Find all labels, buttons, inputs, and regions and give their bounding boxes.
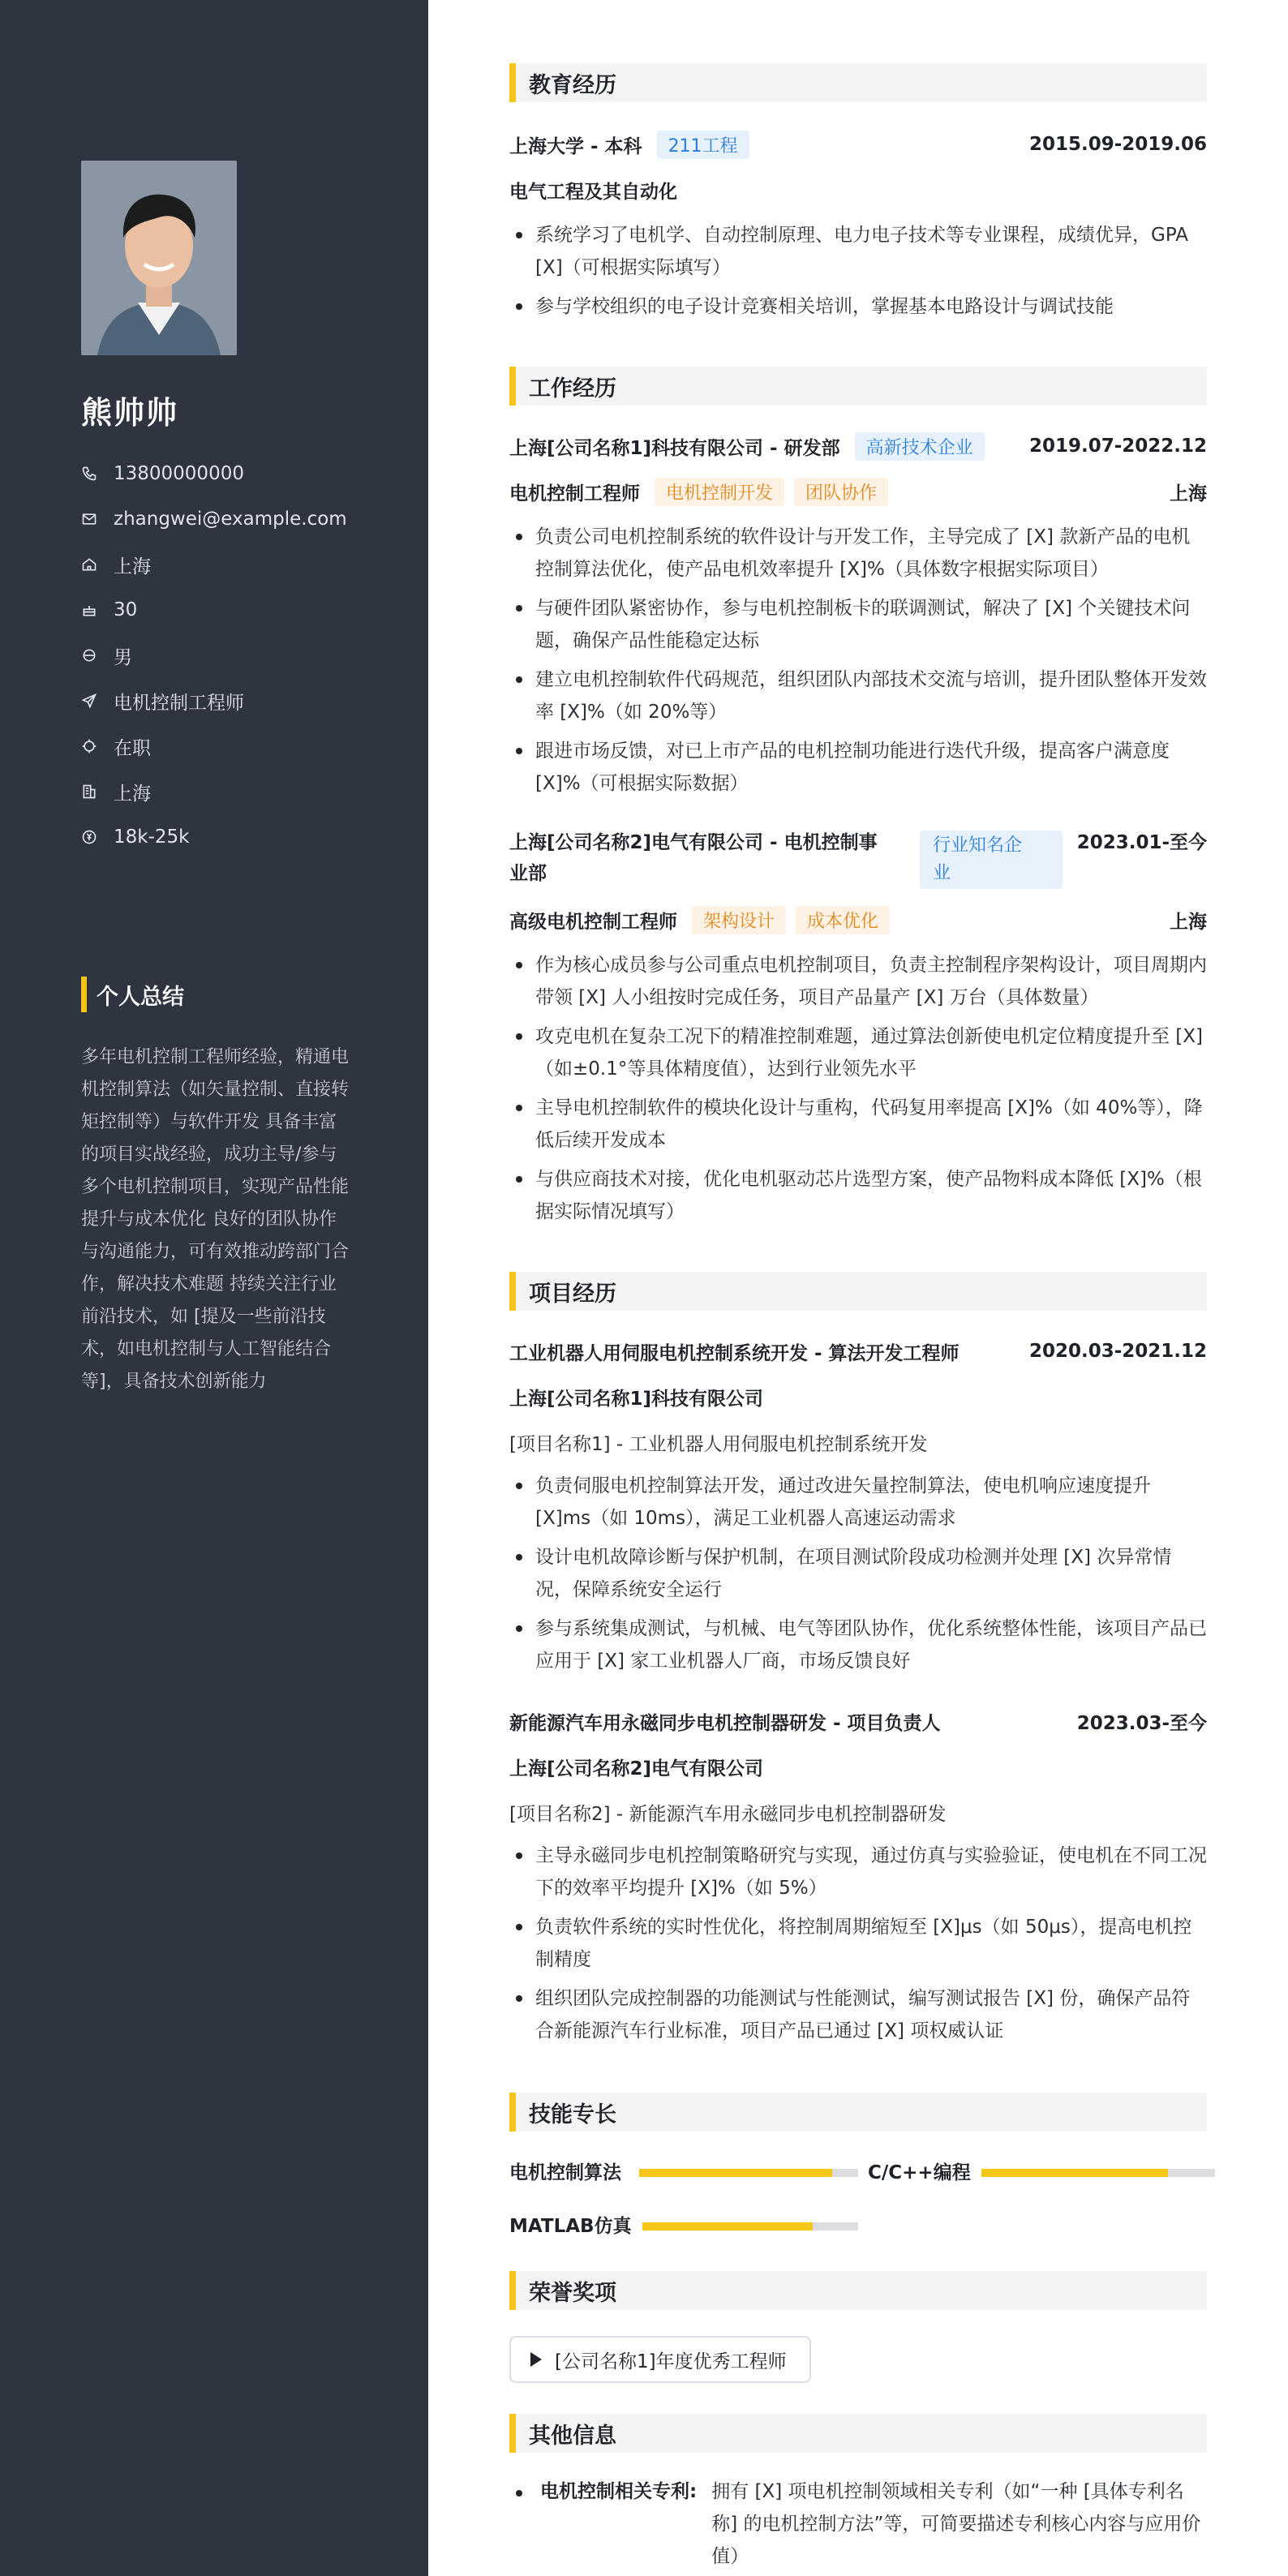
skill-bar [639, 2169, 858, 2177]
education-school: 上海大学 - 本科 [509, 135, 642, 157]
info-target-city [81, 769, 406, 814]
cake-icon [81, 602, 97, 618]
phone-text: 13800000000 [114, 463, 244, 484]
project2-header [509, 1707, 1207, 1736]
status-text: 在职 [114, 737, 151, 759]
phone-icon [81, 466, 97, 482]
info-email [81, 496, 406, 542]
job2-tag: 架构设计 [692, 906, 786, 934]
project2-bullets [509, 1840, 1207, 2054]
list-item: 设计电机故障诊断与保护机制，在项目测试阶段成功检测并处理 [X] 次异常情况，保障系统安全运行 [509, 1541, 1207, 1606]
award-item-label: [公司名称1]年度优秀工程师 [555, 2351, 787, 2372]
job1-position-row [509, 477, 1207, 506]
other-text: 拥有 [X] 项电机控制领域相关专利（如“一种 [具体专利名称] 的电机控制方法”等，可简要描述专利核心内容与应用价值） [711, 2481, 1201, 2567]
list-item: 负责公司电机控制系统的软件设计与开发工作，主导完成了 [X] 款新产品的电机控制算法优化，使产品电机效率提升 [X]%（具体数字根据实际项目） [509, 521, 1207, 586]
play-triangle-icon [530, 2352, 542, 2367]
award-item-button[interactable] [509, 2336, 811, 2383]
project2-date: 2023.03-至今 [1076, 1712, 1207, 1734]
job2-company: 上海[公司名称2]电气有限公司 - 电机控制事 业部 [509, 832, 878, 884]
contact-info [81, 451, 406, 860]
job-title-text: 电机控制工程师 [114, 692, 244, 714]
other-item [509, 2475, 1207, 2573]
list-item: 主导永磁同步电机控制策略研究与实现，通过仿真与实验验证，使电机在不同工况下的效率平均提升 [X]%（如 5%） [509, 1840, 1207, 1904]
info-age [81, 587, 406, 633]
list-item: 参与学校组织的电子设计竞赛相关培训，掌握基本电路设计与调试技能 [509, 290, 1207, 323]
other-label: 电机控制相关专利: [540, 2481, 698, 2502]
education-date: 2015.09-2019.06 [1028, 134, 1207, 155]
email-text: zhangwei@example.com [114, 509, 347, 530]
project2-subtitle: [项目名称2] - 新能源汽车用永磁同步电机控制器研发 [509, 1804, 947, 1825]
skill-fill [642, 2222, 813, 2230]
list-item: 攻克电机在复杂工况下的精准控制难题，通过算法创新使电机定位精度提升至 [X]（如±0.1°等具体精度值），达到行业领先水平 [509, 1020, 1207, 1085]
list-item: 与硬件团队紧密协作，参与电机控制板卡的联调测试，解决了 [X] 个关键技术问题，确保产品性能稳定达标 [509, 592, 1207, 657]
mail-icon [81, 511, 97, 527]
job1-tag: 电机控制开发 [655, 478, 784, 506]
work-section-title: 工作经历 [509, 367, 1207, 406]
skill-fill [981, 2169, 1168, 2177]
building-icon [81, 784, 97, 800]
job2-position: 高级电机控制工程师 [509, 911, 677, 933]
send-icon [81, 693, 97, 709]
list-item: 负责伺服电机控制算法开发，通过改进矢量控制算法，使电机响应速度提升 [X]ms（如 10ms），满足工业机器人高速运动需求 [509, 1470, 1207, 1535]
gender-icon [81, 647, 97, 663]
job2-position-row [509, 905, 1207, 934]
education-header [509, 130, 1207, 159]
info-salary [81, 814, 406, 860]
job2-bullets [509, 949, 1207, 1234]
skill-bar [981, 2169, 1215, 2177]
candidate-name: 熊帅帅 [81, 395, 179, 431]
skill-name: C/C++编程 [868, 2162, 971, 2183]
job1-position: 电机控制工程师 [509, 483, 640, 504]
job2-company-tag: 行业知名企 业 [920, 831, 1063, 889]
other-section-title: 其他信息 [509, 2414, 1207, 2453]
sidebar [0, 0, 428, 2576]
project1-date: 2020.03-2021.12 [1028, 1341, 1207, 1362]
avatar [81, 161, 237, 355]
list-item: 负责软件系统的实时性优化，将控制周期缩短至 [X]μs（如 50μs），提高电机控制精度 [509, 1911, 1207, 1976]
project1-company: 上海[公司名称1]科技有限公司 [509, 1388, 764, 1410]
bullet-dot [516, 2490, 522, 2497]
list-item: 主导电机控制软件的模块化设计与重构，代码复用率提高 [X]%（如 40%等），降低后续开发成本 [509, 1092, 1207, 1157]
job1-company: 上海[公司名称1]科技有限公司 - 研发部 [509, 437, 840, 459]
skill-bar [642, 2222, 858, 2230]
awards-section-title: 荣誉奖项 [509, 2271, 1207, 2310]
summary-title: 个人总结 [81, 977, 184, 1012]
job1-bullets [509, 521, 1207, 806]
list-item: 作为核心成员参与公司重点电机控制项目，负责主控制程序架构设计，项目周期内带领 [X] 人小组按时完成任务，项目产品量产 [X] 万台（具体数量） [509, 949, 1207, 1014]
info-address [81, 542, 406, 587]
education-tag: 211工程 [657, 131, 749, 159]
job1-city: 上海 [1170, 483, 1207, 504]
education-section-title: 教育经历 [509, 63, 1207, 102]
sync-icon [81, 738, 97, 754]
summary-text: 多年电机控制工程师经验，精通电机控制算法（如矢量控制、直接转矩控制等）与软件开发 具备丰富的项目实战经验，成功主导/参与多个电机控制项目，实现产品性能提升与成本优化 良好的团队协作与沟通能力，可有效推动跨部门合作，解决技术难题 持续关注行业前沿技术，如 [提及一些前沿技术，如电机控制与人工智能结合等]，具备技术创新能力 [81, 1047, 350, 1392]
list-item: 与供应商技术对接，优化电机驱动芯片选型方案，使产品物料成本降低 [X]%（根据实际情况填写） [509, 1163, 1207, 1228]
project1-company-row [509, 1382, 1207, 1411]
job1-header [509, 431, 1207, 461]
skills-section-title: 技能专长 [509, 2093, 1207, 2132]
skill-fill [639, 2169, 832, 2177]
skill-name: 电机控制算法 [509, 2162, 621, 2183]
project2-company-row [509, 1752, 1207, 1781]
project1-bullets [509, 1470, 1207, 1684]
age-text: 30 [114, 599, 138, 620]
job1-company-tag: 高新技术企业 [855, 432, 985, 461]
project2-name: 新能源汽车用永磁同步电机控制器研发 - 项目负责人 [509, 1712, 941, 1734]
salary-text: 18k-25k [114, 826, 190, 848]
project1-header [509, 1337, 1207, 1366]
job2-date: 2023.01-至今 [1076, 832, 1207, 853]
info-gender [81, 633, 406, 678]
info-phone [81, 451, 406, 496]
job1-tag: 团队协作 [794, 478, 888, 506]
gender-text: 男 [114, 646, 132, 668]
education-bullets [509, 219, 1207, 329]
list-item: 建立电机控制软件代码规范，组织团队内部技术交流与培训，提升团队整体开发效率 [X]%（如 20%等） [509, 663, 1207, 728]
education-major: 电气工程及其自动化 [509, 181, 677, 203]
project1-subtitle: [项目名称1] - 工业机器人用伺服电机控制系统开发 [509, 1434, 928, 1455]
project2-company: 上海[公司名称2]电气有限公司 [509, 1758, 764, 1780]
list-item: 跟进市场反馈，对已上市产品的电机控制功能进行迭代升级，提高客户满意度 [X]%（可根据实际数据） [509, 735, 1207, 800]
job2-tag: 成本优化 [796, 906, 890, 934]
job1-date: 2019.07-2022.12 [1028, 436, 1207, 457]
job2-city: 上海 [1170, 911, 1207, 933]
yuan-icon [81, 829, 97, 845]
projects-section-title: 项目经历 [509, 1272, 1207, 1311]
project1-name: 工业机器人用伺服电机控制系统开发 - 算法开发工程师 [509, 1342, 960, 1364]
target-city-text: 上海 [114, 783, 151, 805]
job2-header [509, 827, 1207, 889]
list-item: 参与系统集成测试，与机械、电气等团队协作，优化系统整体性能，该项目产品已应用于 [X] 家工业机器人厂商，市场反馈良好 [509, 1612, 1207, 1677]
list-item: 组织团队完成控制器的功能测试与性能测试，编写测试报告 [X] 份，确保产品符合新能源汽车行业标准，项目产品已通过 [X] 项权威认证 [509, 1982, 1207, 2047]
address-text: 上海 [114, 556, 151, 577]
list-item: 系统学习了电机学、自动控制原理、电力电子技术等专业课程，成绩优异，GPA [X]（可根据实际填写） [509, 219, 1207, 284]
info-status [81, 723, 406, 769]
education-major-row [509, 175, 1207, 204]
skill-name: MATLAB仿真 [509, 2216, 632, 2237]
home-icon [81, 556, 97, 573]
info-job-title [81, 678, 406, 723]
